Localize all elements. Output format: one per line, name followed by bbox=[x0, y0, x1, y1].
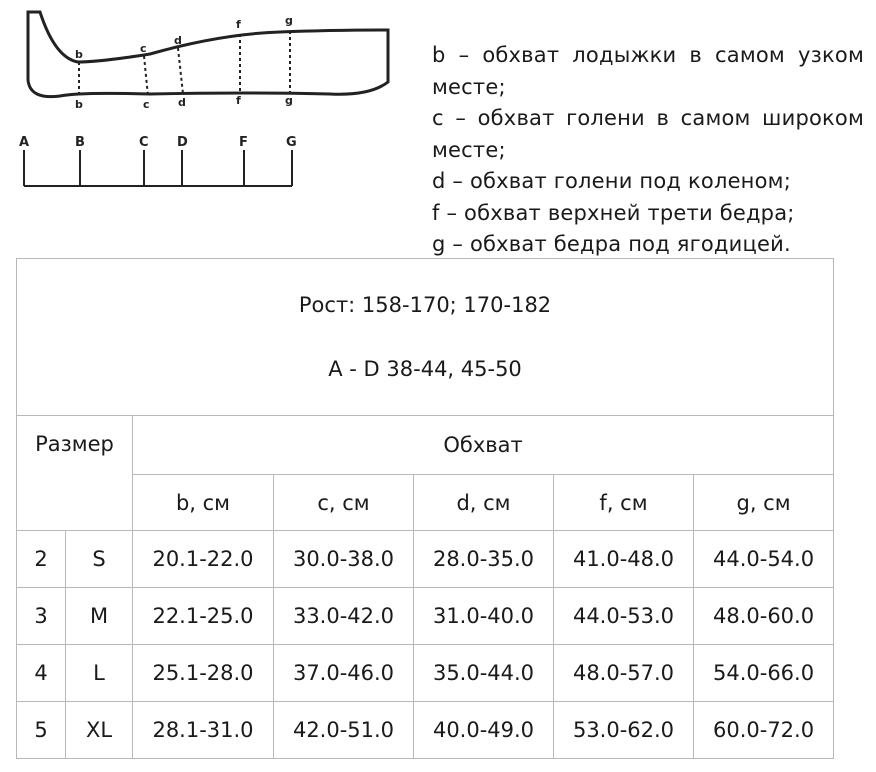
cell-g: 54.0-66.0 bbox=[694, 645, 834, 702]
upper-mark-c: c bbox=[140, 42, 147, 55]
cell-d: 35.0-44.0 bbox=[414, 645, 554, 702]
cell-b: 20.1-22.0 bbox=[133, 531, 274, 588]
lower-mark-g: g bbox=[285, 94, 293, 107]
size-table bbox=[16, 258, 834, 759]
lower-mark-b: b bbox=[75, 98, 83, 111]
size-letter: S bbox=[66, 531, 133, 588]
cell-f: 48.0-57.0 bbox=[554, 645, 694, 702]
table-row bbox=[17, 702, 834, 759]
cell-g: 48.0-60.0 bbox=[694, 588, 834, 645]
ruler-mark-d: D bbox=[177, 135, 188, 150]
ruler-mark-a: A bbox=[19, 135, 30, 150]
table-title-cell bbox=[17, 259, 834, 416]
cell-c: 42.0-51.0 bbox=[274, 702, 414, 759]
size-letter: XL bbox=[66, 702, 133, 759]
legend-item-b: b – обхват лодыжки в самом узком месте; bbox=[432, 43, 864, 99]
measure-line-d bbox=[178, 48, 183, 94]
size-number: 3 bbox=[17, 588, 66, 645]
upper-mark-b: b bbox=[75, 48, 83, 61]
cell-d: 40.0-49.0 bbox=[414, 702, 554, 759]
column-header-c: c, см bbox=[274, 475, 414, 531]
cell-f: 53.0-62.0 bbox=[554, 702, 694, 759]
cell-f: 41.0-48.0 bbox=[554, 531, 694, 588]
size-number: 5 bbox=[17, 702, 66, 759]
cell-b: 28.1-31.0 bbox=[133, 702, 274, 759]
ruler-mark-c: C bbox=[139, 135, 149, 150]
column-header-b: b, см bbox=[133, 475, 274, 531]
size-letter: M bbox=[66, 588, 133, 645]
column-header-g: g, см bbox=[694, 475, 834, 531]
size-header: Размер bbox=[17, 416, 133, 531]
lower-mark-c: c bbox=[143, 98, 150, 111]
ad-length-range: A - D 38-44, 45-50 bbox=[328, 357, 522, 381]
measure-line-c bbox=[144, 56, 148, 96]
table-row bbox=[17, 588, 834, 645]
cell-d: 31.0-40.0 bbox=[414, 588, 554, 645]
upper-mark-d: d bbox=[174, 34, 182, 47]
girth-header: Обхват bbox=[133, 416, 834, 475]
cell-f: 44.0-53.0 bbox=[554, 588, 694, 645]
column-header-d: d, см bbox=[414, 475, 554, 531]
upper-mark-f: f bbox=[236, 18, 241, 31]
cell-d: 28.0-35.0 bbox=[414, 531, 554, 588]
table-row bbox=[17, 531, 834, 588]
legend-item-f: f – обхват верхней трети бедра; bbox=[432, 200, 795, 225]
size-number: 2 bbox=[17, 531, 66, 588]
ruler-mark-g: G bbox=[286, 135, 297, 150]
lower-mark-d: d bbox=[178, 96, 186, 109]
size-letter: L bbox=[66, 645, 133, 702]
measurement-legend bbox=[432, 40, 864, 261]
cell-g: 60.0-72.0 bbox=[694, 702, 834, 759]
ruler-mark-f: F bbox=[239, 135, 248, 150]
cell-b: 22.1-25.0 bbox=[133, 588, 274, 645]
legend-item-d: d – обхват голени под коленом; bbox=[432, 169, 791, 193]
column-header-f: f, см bbox=[554, 475, 694, 531]
cell-c: 37.0-46.0 bbox=[274, 645, 414, 702]
cell-c: 30.0-38.0 bbox=[274, 531, 414, 588]
lower-mark-f: f bbox=[236, 94, 241, 107]
upper-mark-g: g bbox=[285, 14, 293, 27]
leg-measurement-diagram bbox=[0, 0, 420, 200]
size-number: 4 bbox=[17, 645, 66, 702]
cell-b: 25.1-28.0 bbox=[133, 645, 274, 702]
cell-c: 33.0-42.0 bbox=[274, 588, 414, 645]
legend-item-g: g – обхват бедра под ягодицей. bbox=[432, 232, 791, 256]
height-range: Рост: 158-170; 170-182 bbox=[298, 293, 552, 317]
table-row bbox=[17, 645, 834, 702]
legend-item-c: c – обхват голени в самом широком месте; bbox=[432, 106, 864, 162]
cell-g: 44.0-54.0 bbox=[694, 531, 834, 588]
ruler bbox=[24, 150, 292, 186]
ruler-mark-b: B bbox=[75, 135, 85, 150]
